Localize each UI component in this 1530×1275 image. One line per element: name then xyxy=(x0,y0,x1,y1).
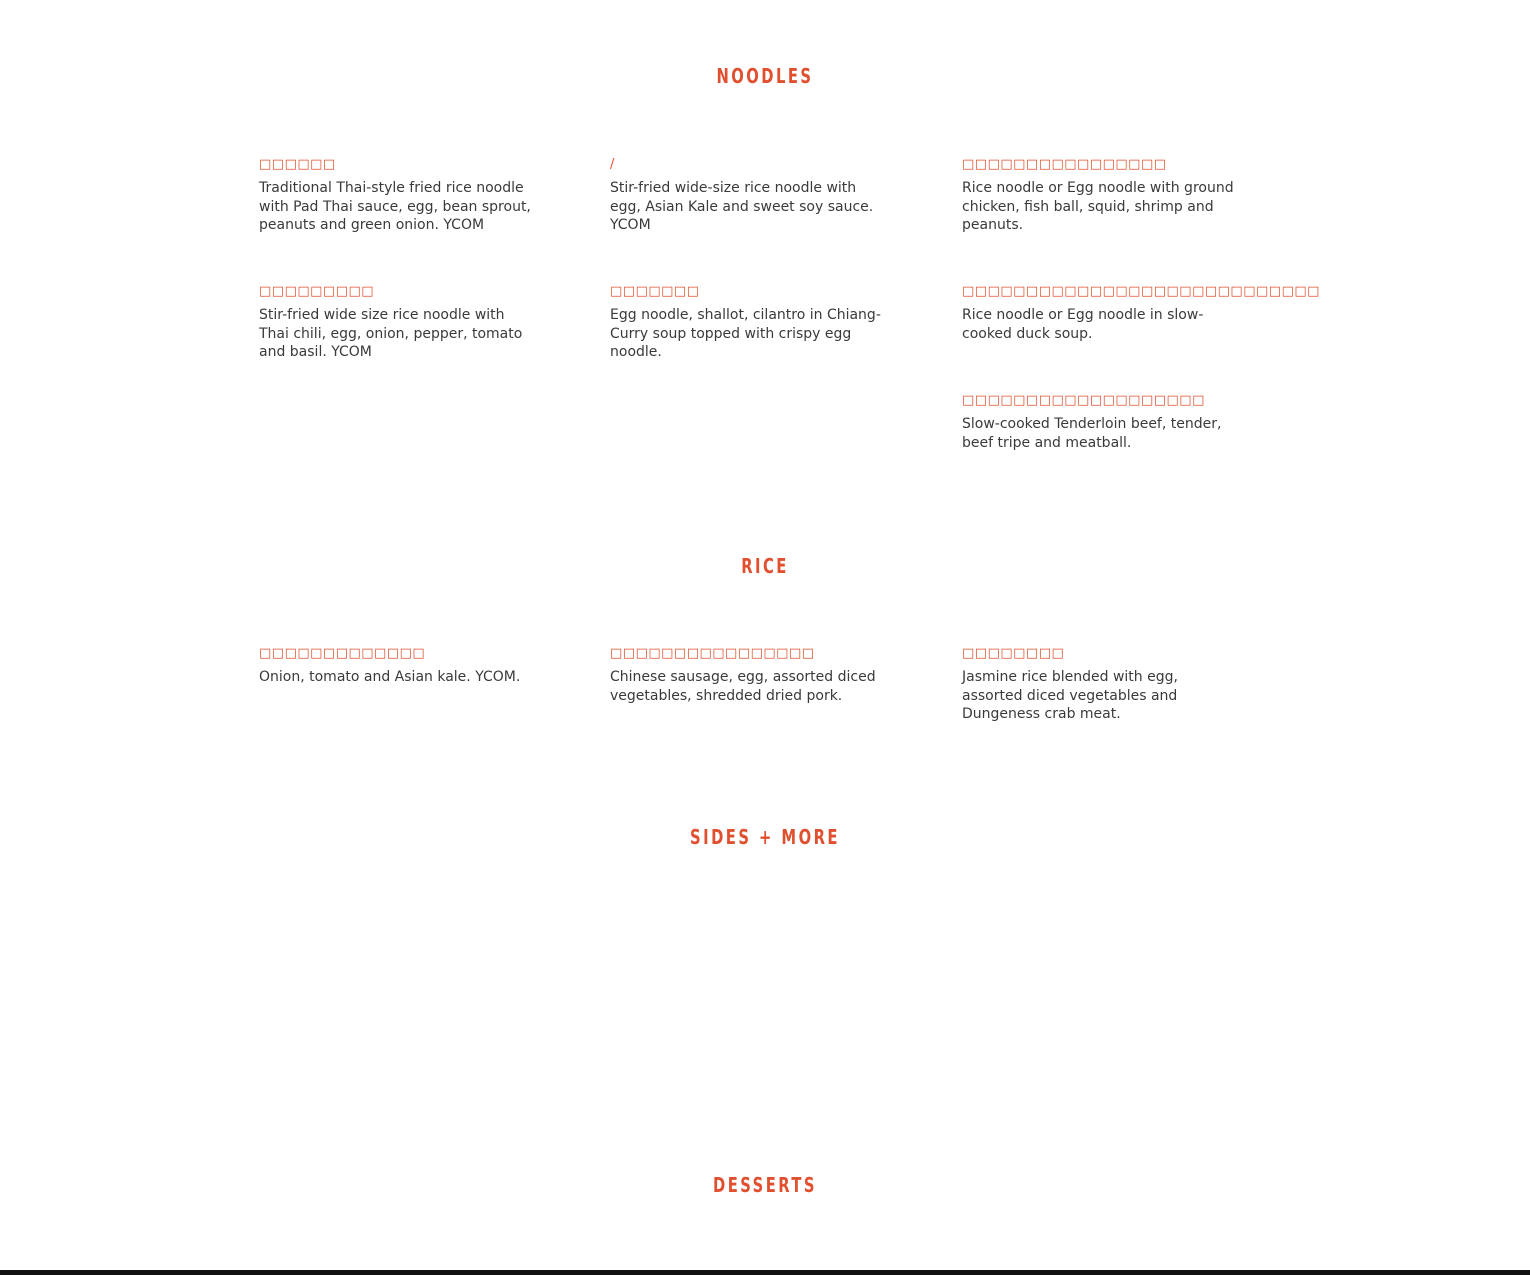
section-title-rice: RICE xyxy=(741,554,789,578)
menu-item-description: Rice noodle or Egg noodle in slow-cooked duck soup. xyxy=(962,307,1204,342)
menu-item-name: □□□□□□□□ xyxy=(962,646,1065,661)
menu-item xyxy=(610,157,892,235)
menu-item xyxy=(259,646,541,687)
menu-item-description: Rice noodle or Egg noodle with ground chicken, fish ball, squid, shrimp and peanuts. xyxy=(962,180,1234,233)
menu-item-name: □□□□□□ xyxy=(259,157,336,172)
menu-item xyxy=(962,646,1244,724)
menu-item-description: Onion, tomato and Asian kale. YCOM. xyxy=(259,669,521,685)
menu-item xyxy=(259,284,541,362)
bottom-border xyxy=(0,1270,1530,1275)
menu-item xyxy=(610,284,892,362)
menu-item-description: Traditional Thai-style fried rice noodle with Pad Thai sauce, egg, bean sprout, peanuts and green onion. YCOM xyxy=(259,180,531,233)
menu-item xyxy=(962,284,1320,343)
menu-item-name: / xyxy=(610,157,615,172)
menu-item-description: Jasmine rice blended with egg, assorted diced vegetables and Dungeness crab meat. xyxy=(962,669,1178,722)
menu-item-description: Stir-fried wide-size rice noodle with egg, Asian Kale and sweet soy sauce. YCOM xyxy=(610,180,874,233)
menu-item-name: □□□□□□□ xyxy=(610,284,700,299)
menu-item-name: □□□□□□□□□□□□□□□□ xyxy=(610,646,815,661)
menu-item-description: Stir-fried wide size rice noodle with Thai chili, egg, onion, pepper, tomato and basil. YCOM xyxy=(259,307,523,360)
menu-item xyxy=(962,393,1262,452)
menu-item-description: Slow-cooked Tenderloin beef, tender, beef tripe and meatball. xyxy=(962,416,1222,451)
menu-item-name: □□□□□□□□□□□□□□□□□□□□□□□□□□□□ xyxy=(962,284,1320,299)
section-title-sides: SIDES + MORE xyxy=(690,825,840,849)
section-title-noodles: NOODLES xyxy=(716,64,814,88)
menu-item-name: □□□□□□□□□ xyxy=(259,284,375,299)
section-title-desserts: DESSERTS xyxy=(713,1173,817,1197)
menu-item xyxy=(610,646,892,705)
menu-item-description: Chinese sausage, egg, assorted diced vegetables, shredded dried pork. xyxy=(610,669,876,704)
menu-item xyxy=(962,157,1262,235)
menu-item-name: □□□□□□□□□□□□□□□□□□□ xyxy=(962,393,1205,408)
menu-item xyxy=(259,157,541,235)
menu-item-name: □□□□□□□□□□□□□□□□ xyxy=(962,157,1167,172)
menu-item-description: Egg noodle, shallot, cilantro in Chiang-Curry soup topped with crispy egg noodle. xyxy=(610,307,881,360)
menu-item-name: □□□□□□□□□□□□□ xyxy=(259,646,426,661)
